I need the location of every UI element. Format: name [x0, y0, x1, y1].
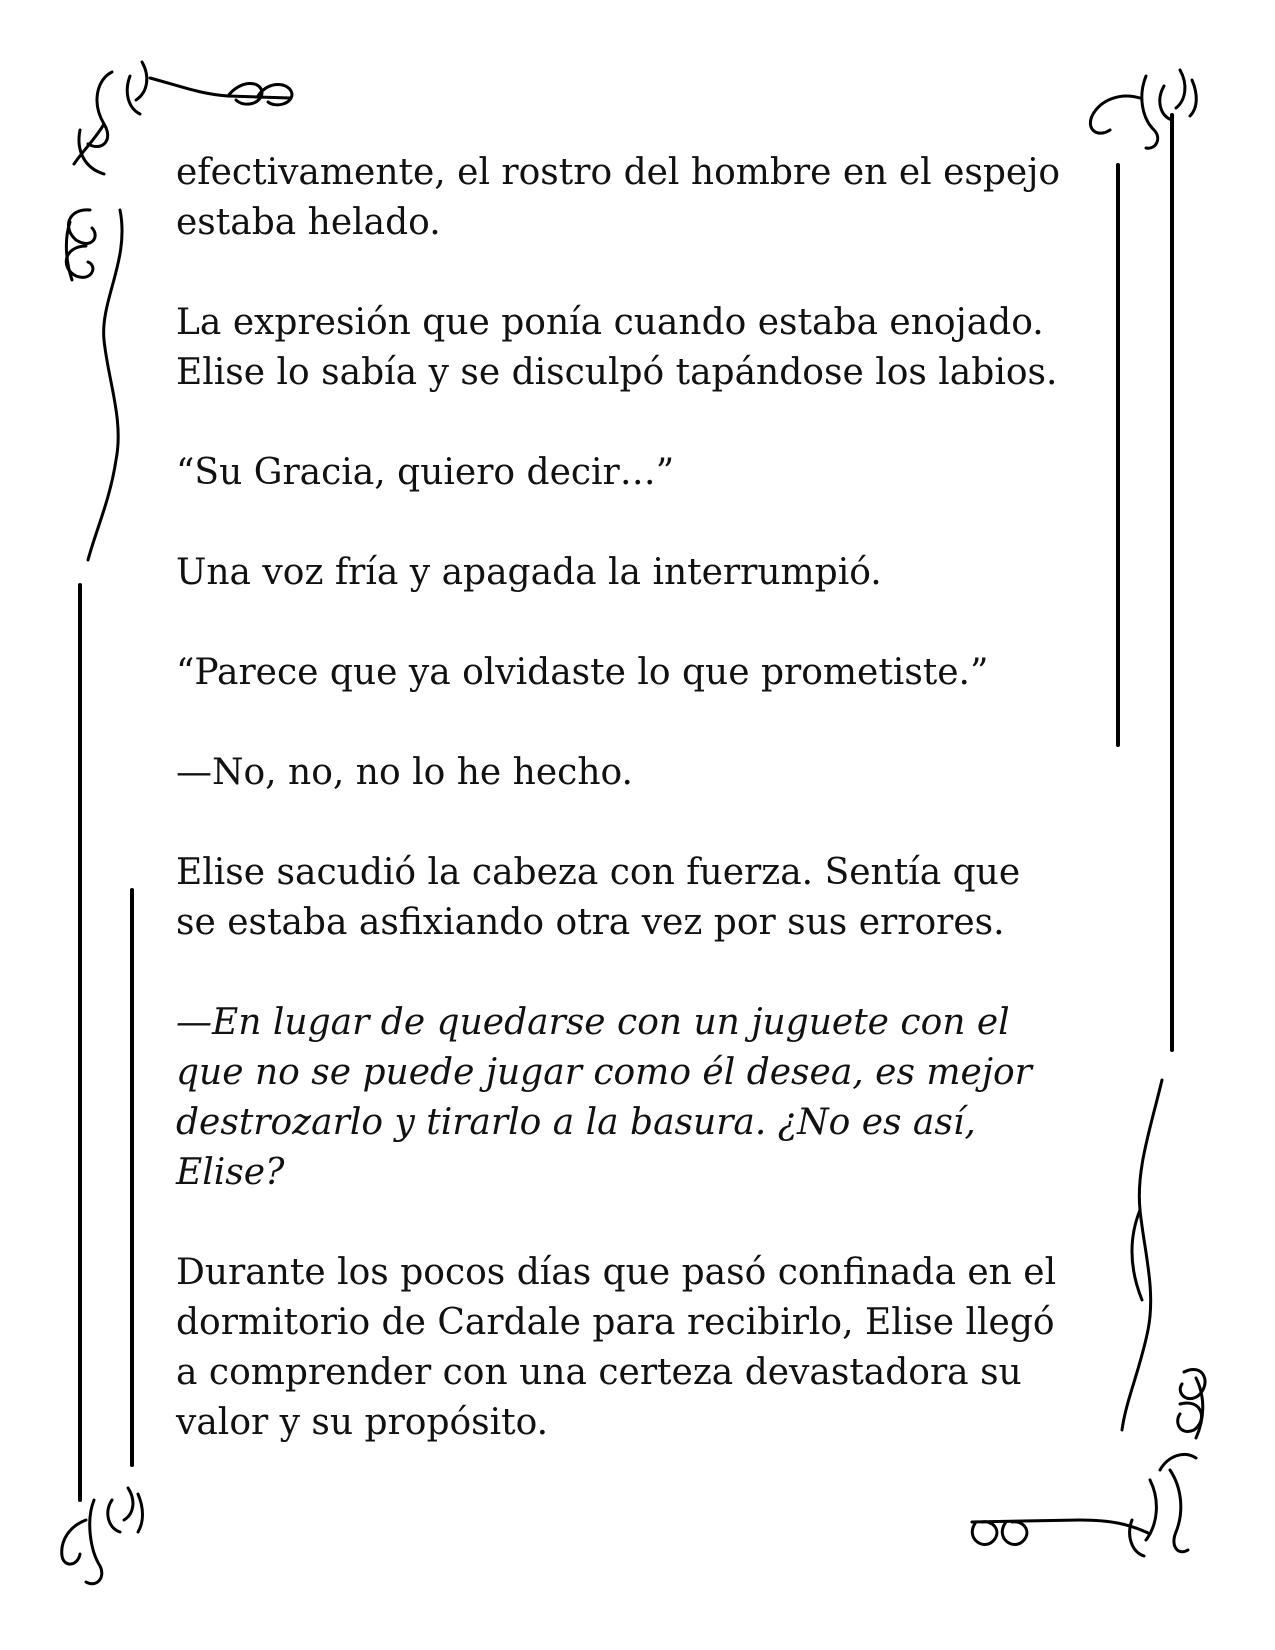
paragraph: “Parece que ya olvidaste lo que prometiste.” — [176, 652, 989, 693]
right-scroll-vine — [1122, 1080, 1205, 1438]
paragraph: Durante los pocos días que pasó confinada en el dormitorio de Cardale para recibirlo, Elise llegó a comprender con una certeza devastadora su valor y su propósito. — [176, 1252, 1057, 1443]
page-text-block — [176, 148, 1106, 1448]
left-scroll-vine — [66, 210, 122, 560]
paragraph: Elise sacudió la cabeza con fuerza. Sentía que se estaba asfixiando otra vez por sus errores. — [176, 852, 1021, 943]
paragraph: Una voz fría y apagada la interrumpió. — [176, 552, 882, 593]
paragraph: “Su Gracia, quiero decir…” — [176, 452, 675, 493]
italic-paragraph: —En lugar de quedarse con un juguete con el que no se puede jugar como él desea, es mejor destrozarlo y tirarlo a la basura. ¿No es así, Elise? — [176, 1002, 1032, 1193]
paragraph: efectivamente, el rostro del hombre en el espejo estaba helado. — [176, 152, 1061, 243]
bottom-left-flourish — [62, 1488, 143, 1584]
bottom-right-flourish — [972, 1454, 1196, 1556]
paragraph: —No, no, no lo he hecho. — [176, 752, 633, 793]
paragraph: La expresión que ponía cuando estaba enojado. Elise lo sabía y se disculpó tapándose los labios. — [176, 302, 1058, 393]
top-right-flourish — [1090, 70, 1196, 148]
